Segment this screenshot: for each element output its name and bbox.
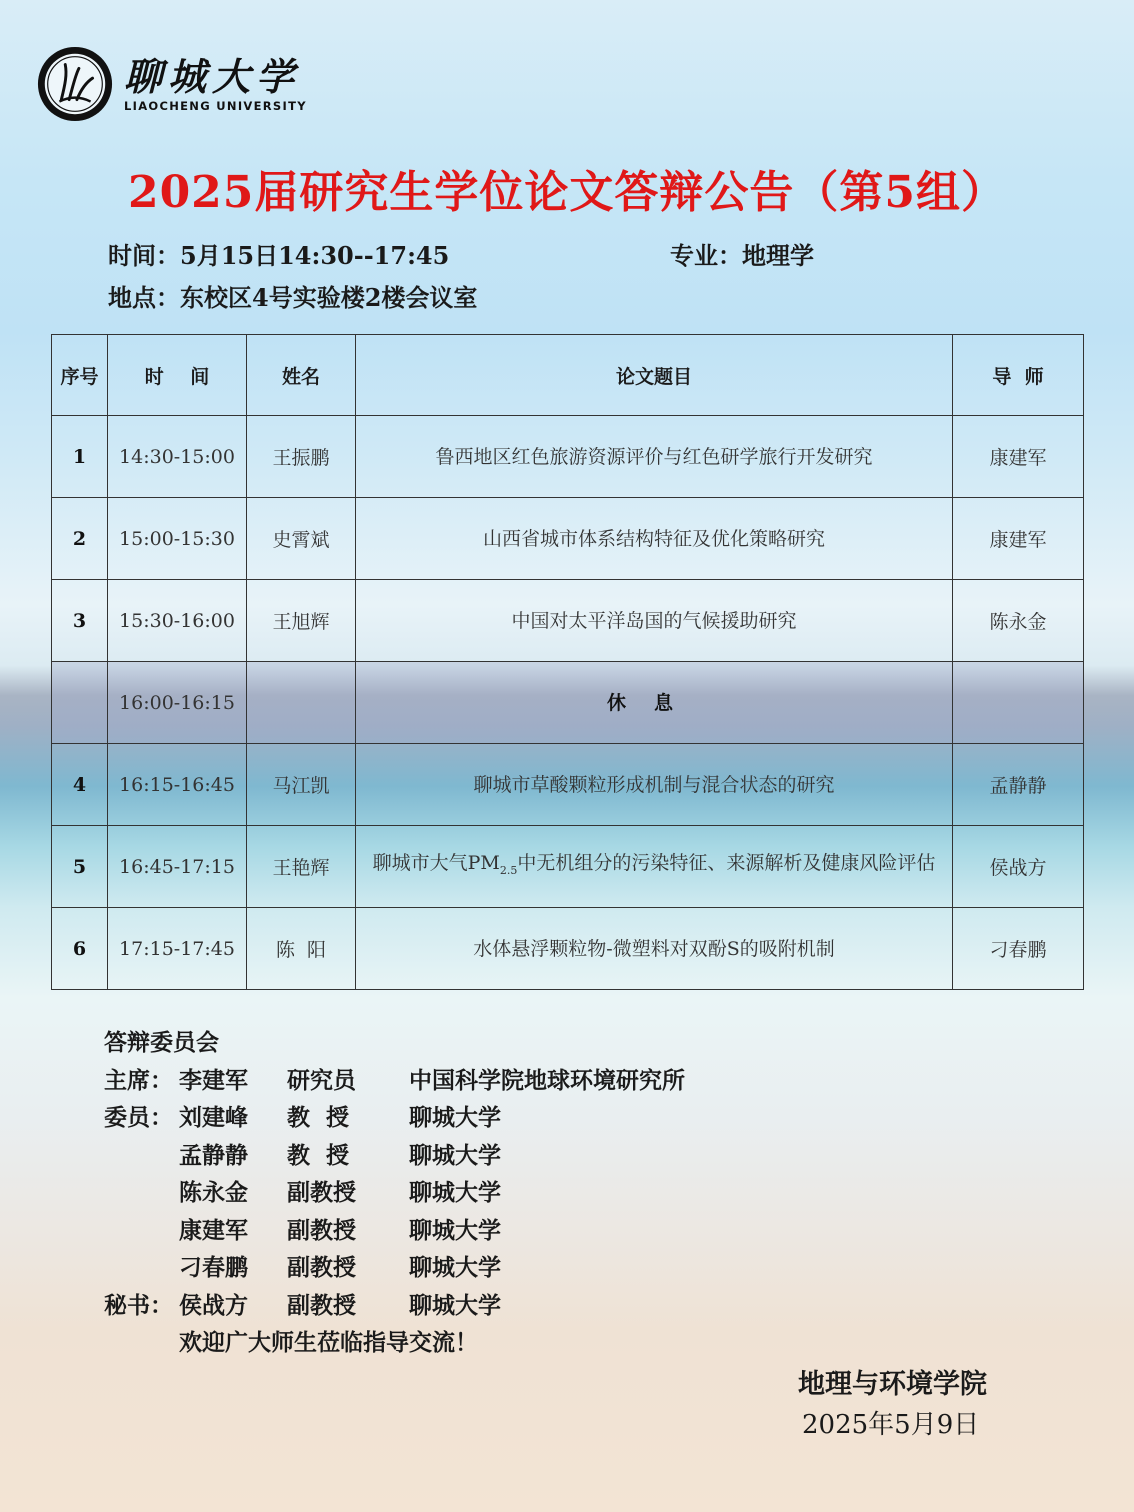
member-org: 聊城大学 xyxy=(409,1291,501,1319)
member-name: 孟静静 xyxy=(179,1141,248,1169)
member-name: 康建军 xyxy=(179,1216,248,1244)
row-time: 15:30-16:00 xyxy=(108,580,247,662)
committee-member xyxy=(104,1212,685,1250)
row-num: 5 xyxy=(52,826,108,908)
row-num: 3 xyxy=(52,580,108,662)
row-topic: 中国对太平洋岛国的气候援助研究 xyxy=(356,580,953,662)
university-name-cn: 聊城大学 xyxy=(124,54,301,99)
table-row xyxy=(52,580,1084,662)
member-name: 李建军 xyxy=(179,1066,248,1094)
welcome-line xyxy=(104,1324,685,1362)
row-num xyxy=(52,662,108,744)
defense-time: 时间：5月15日14:30--17:45 xyxy=(108,241,450,270)
row-advisor xyxy=(953,662,1084,744)
committee-member xyxy=(104,1287,685,1325)
member-title: 副教授 xyxy=(287,1179,356,1206)
member-role: 主席： xyxy=(104,1066,173,1094)
row-advisor: 孟静静 xyxy=(953,744,1084,826)
member-title: 教 授 xyxy=(287,1104,350,1131)
member-name: 刁春鹏 xyxy=(179,1254,248,1281)
table-row xyxy=(52,498,1084,580)
page-title: 2025届研究生学位论文答辩公告（第5组） xyxy=(127,167,1007,218)
member-org: 中国科学院地球环境研究所 xyxy=(409,1066,685,1094)
member-title: 副教授 xyxy=(287,1254,356,1281)
committee-member xyxy=(104,1249,685,1287)
member-org: 聊城大学 xyxy=(409,1216,501,1244)
row-advisor: 陈永金 xyxy=(953,580,1084,662)
table-row-break xyxy=(52,662,1084,744)
welcome-text: 欢迎广大师生莅临指导交流！ xyxy=(179,1329,478,1356)
row-topic: 休息 xyxy=(356,662,953,744)
row-time: 15:00-15:30 xyxy=(108,498,247,580)
row-num: 2 xyxy=(52,498,108,580)
member-role xyxy=(104,1212,179,1250)
table-row xyxy=(52,908,1084,990)
committee-heading: 答辩委员会 xyxy=(104,1029,219,1056)
row-name: 王艳辉 xyxy=(247,826,356,908)
member-role xyxy=(104,1174,179,1212)
member-org: 聊城大学 xyxy=(409,1254,501,1281)
footer-date: 2025年5月9日 xyxy=(802,1410,980,1440)
defense-place: 地点：东校区4号实验楼2楼会议室 xyxy=(108,283,478,312)
defense-major: 专业：地理学 xyxy=(670,241,814,270)
member-title: 副教授 xyxy=(287,1216,356,1244)
member-title: 研究员 xyxy=(287,1066,356,1094)
row-name: 陈 阳 xyxy=(247,908,356,990)
header-time: 时 间 xyxy=(108,335,247,416)
row-topic: 聊城市草酸颗粒形成机制与混合状态的研究 xyxy=(356,744,953,826)
row-time: 16:15-16:45 xyxy=(108,744,247,826)
committee-section xyxy=(104,1024,685,1362)
row-name: 王旭辉 xyxy=(247,580,356,662)
member-name: 陈永金 xyxy=(179,1179,248,1206)
header-advisor: 导 师 xyxy=(953,335,1084,416)
topic-text-sub: 2.5 xyxy=(499,863,518,877)
footer-department: 地理与环境学院 xyxy=(798,1369,987,1400)
schedule-table xyxy=(51,334,1084,990)
row-num: 1 xyxy=(52,416,108,498)
topic-text-post: 中无机组分的污染特征、来源解析及健康风险评估 xyxy=(517,851,936,874)
row-name: 史霄斌 xyxy=(247,498,356,580)
row-topic: 水体悬浮颗粒物-微塑料对双酚S的吸附机制 xyxy=(356,908,953,990)
topic-text-pre: 聊城市大气PM xyxy=(372,851,500,874)
member-org: 聊城大学 xyxy=(409,1179,501,1206)
table-row xyxy=(52,744,1084,826)
header-num: 序号 xyxy=(52,335,108,416)
row-num: 4 xyxy=(52,744,108,826)
header-name: 姓名 xyxy=(247,335,356,416)
member-name: 刘建峰 xyxy=(179,1104,248,1131)
table-row xyxy=(52,416,1084,498)
member-name: 侯战方 xyxy=(179,1291,248,1319)
table-header-row xyxy=(52,335,1084,416)
member-title: 副教授 xyxy=(287,1291,356,1319)
university-seal-icon xyxy=(36,45,114,123)
member-role: 委员： xyxy=(104,1104,173,1131)
row-advisor: 侯战方 xyxy=(953,826,1084,908)
university-name-en: LIAOCHENG UNIVERSITY xyxy=(124,99,307,113)
header-topic: 论文题目 xyxy=(356,335,953,416)
committee-member xyxy=(104,1099,685,1137)
member-role xyxy=(104,1137,179,1175)
university-logo xyxy=(36,44,307,124)
row-num: 6 xyxy=(52,908,108,990)
row-time: 14:30-15:00 xyxy=(108,416,247,498)
member-title: 教 授 xyxy=(287,1141,350,1169)
committee-member xyxy=(104,1137,685,1175)
row-time: 17:15-17:45 xyxy=(108,908,247,990)
committee-member xyxy=(104,1062,685,1100)
row-name: 马江凯 xyxy=(247,744,356,826)
row-advisor: 康建军 xyxy=(953,416,1084,498)
row-topic: 鲁西地区红色旅游资源评价与红色研学旅行开发研究 xyxy=(356,416,953,498)
row-advisor: 康建军 xyxy=(953,498,1084,580)
row-topic: 山西省城市体系结构特征及优化策略研究 xyxy=(356,498,953,580)
member-org: 聊城大学 xyxy=(409,1104,501,1131)
table-row xyxy=(52,826,1084,908)
row-topic xyxy=(356,826,953,908)
row-advisor: 刁春鹏 xyxy=(953,908,1084,990)
row-name: 王振鹏 xyxy=(247,416,356,498)
row-name xyxy=(247,662,356,744)
member-role: 秘书： xyxy=(104,1291,173,1319)
row-time: 16:00-16:15 xyxy=(108,662,247,744)
committee-member xyxy=(104,1174,685,1212)
row-time: 16:45-17:15 xyxy=(108,826,247,908)
member-role xyxy=(104,1249,179,1287)
member-org: 聊城大学 xyxy=(409,1141,501,1169)
